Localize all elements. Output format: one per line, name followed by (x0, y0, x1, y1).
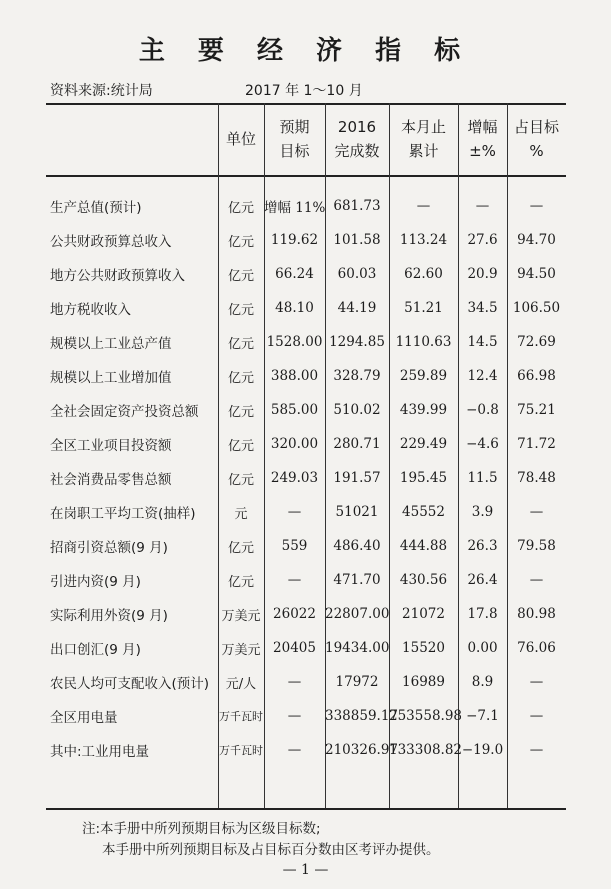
indicator-unit: 亿元 (227, 336, 254, 352)
growth-percent: 20.9 (467, 266, 498, 282)
actual-2016-value: 44.19 (337, 300, 377, 316)
actual-2016-value: 51021 (335, 504, 379, 520)
target-value: 320.00 (270, 436, 319, 452)
indicator-unit: 亿元 (227, 370, 254, 386)
share-of-target: 76.06 (517, 640, 556, 656)
share-of-target: 94.50 (517, 266, 556, 282)
growth-percent: 12.4 (467, 368, 498, 384)
table-row (46, 393, 566, 427)
table-row (46, 257, 566, 291)
table-row (46, 563, 566, 597)
target-value: 388.00 (270, 368, 319, 384)
growth-percent: 17.8 (467, 606, 498, 622)
indicator-unit: 亿元 (227, 268, 254, 284)
actual-2016-value: 486.40 (333, 538, 381, 554)
actual-2016-value: 101.58 (333, 232, 381, 248)
table-row (46, 223, 566, 257)
indicator-name: 地方税收收入 (50, 302, 131, 318)
indicator-unit: 亿元 (227, 472, 254, 488)
share-of-target: 80.98 (517, 606, 556, 622)
table-row (46, 461, 566, 495)
report-period: 2017 年 1～10 月 (245, 83, 363, 99)
indicator-name: 全社会固定资产投资总额 (50, 404, 199, 420)
target-value: 20405 (273, 640, 316, 656)
indicator-name: 全区工业项目投资额 (50, 438, 172, 454)
cumulative-value: 439.99 (399, 402, 448, 418)
cumulative-value: 253558.98 (389, 708, 463, 724)
table-row (46, 189, 566, 223)
share-of-target: — (529, 674, 544, 690)
actual-2016-value: 338859.17 (325, 708, 399, 724)
header-cumulative: 本月止 累计 (400, 118, 446, 160)
growth-percent: 0.00 (467, 640, 498, 656)
growth-percent: 26.3 (467, 538, 498, 554)
growth-percent: −0.8 (466, 402, 499, 418)
table-row (46, 733, 566, 767)
table-row (46, 495, 566, 529)
share-of-target: 94.70 (517, 232, 556, 248)
header-2016-actual: 2016 完成数 (334, 118, 380, 160)
header-growth: 增幅 ±% (467, 118, 498, 160)
actual-2016-value: 60.03 (337, 266, 377, 282)
share-of-target: 106.50 (512, 300, 561, 316)
target-value: 559 (281, 538, 308, 554)
indicator-unit: 万千瓦时 (219, 744, 263, 757)
header-unit: 单位 (225, 130, 256, 148)
share-of-target: — (529, 504, 544, 520)
indicator-name: 社会消费品零售总额 (50, 472, 172, 488)
indicator-unit: 亿元 (227, 540, 254, 556)
growth-percent: 26.4 (467, 572, 498, 588)
indicator-name: 招商引资总额(9 月) (50, 540, 168, 556)
cumulative-value: 444.88 (399, 538, 448, 554)
cumulative-value: 62.60 (404, 266, 443, 282)
growth-percent: 27.6 (467, 232, 498, 248)
growth-percent: — (475, 198, 490, 214)
indicator-unit: 亿元 (227, 234, 254, 250)
source-label: 资料来源:统计局 (50, 83, 153, 99)
growth-percent: −7.1 (466, 708, 499, 724)
target-value: 249.03 (270, 470, 319, 486)
share-of-target: 72.69 (517, 334, 556, 350)
table-row (46, 325, 566, 359)
indicator-unit: 亿元 (227, 404, 254, 420)
cumulative-value: — (416, 198, 431, 214)
actual-2016-value: 210326.97 (325, 742, 399, 758)
indicator-unit: 亿元 (227, 200, 254, 216)
target-value: 48.10 (275, 300, 314, 316)
indicator-name: 出口创汇(9 月) (50, 642, 141, 658)
indicator-name: 实际利用外资(9 月) (50, 608, 168, 624)
indicator-unit: 亿元 (227, 574, 254, 590)
cumulative-value: 1110.63 (395, 334, 452, 350)
target-value: — (287, 742, 302, 758)
cumulative-value: 259.89 (399, 368, 448, 384)
footnote-line-2: 本手册中所列预期目标及占目标百分数由区考评办提供。 (102, 842, 440, 858)
indicator-unit: 万美元 (221, 608, 261, 624)
table-row (46, 359, 566, 393)
table-row (46, 665, 566, 699)
indicator-name: 生产总值(预计) (50, 200, 142, 216)
cumulative-value: 51.21 (404, 300, 443, 316)
indicator-name: 公共财政预算总收入 (50, 234, 172, 250)
target-value: — (287, 708, 302, 724)
indicator-unit: 万美元 (221, 642, 261, 658)
indicator-unit: 亿元 (227, 438, 254, 454)
cumulative-value: 430.56 (399, 572, 448, 588)
actual-2016-value: 17972 (335, 674, 379, 690)
actual-2016-value: 1294.85 (329, 334, 385, 350)
indicator-table (46, 103, 566, 767)
indicator-name: 全区用电量 (50, 710, 118, 726)
header-indicator (46, 103, 218, 175)
share-of-target: — (529, 742, 544, 758)
table-row (46, 529, 566, 563)
indicator-unit: 元/人 (225, 676, 257, 692)
indicator-name: 引进内资(9 月) (50, 574, 141, 590)
cumulative-value: 45552 (402, 504, 445, 520)
share-of-target: 75.21 (517, 402, 556, 418)
cumulative-value: 21072 (402, 606, 445, 622)
growth-percent: 3.9 (471, 504, 494, 520)
actual-2016-value: 19434.00 (325, 640, 390, 656)
share-of-target: — (529, 708, 544, 724)
share-of-target: 71.72 (517, 436, 556, 452)
target-value: 增幅 11% (264, 200, 326, 216)
header-share-of-target: 占目标 % (513, 118, 559, 160)
table-row (46, 291, 566, 325)
share-of-target: — (529, 198, 544, 214)
indicator-name: 规模以上工业增加值 (50, 370, 172, 386)
target-value: 26022 (273, 606, 316, 622)
target-value: 119.62 (270, 232, 319, 248)
target-value: 1528.00 (266, 334, 323, 350)
source-row (50, 80, 570, 100)
growth-percent: 8.9 (471, 674, 494, 690)
table-row (46, 631, 566, 665)
actual-2016-value: 22807.00 (325, 606, 390, 622)
growth-percent: 14.5 (467, 334, 498, 350)
actual-2016-value: 280.71 (333, 436, 381, 452)
table-row (46, 597, 566, 631)
growth-percent: −19.0 (461, 742, 504, 758)
target-value: 585.00 (270, 402, 319, 418)
growth-percent: −4.6 (466, 436, 499, 452)
table-row (46, 699, 566, 733)
actual-2016-value: 328.79 (333, 368, 381, 384)
page-title: 主 要 经 济 指 标 (138, 36, 473, 66)
table-row (46, 427, 566, 461)
cumulative-value: 16989 (402, 674, 445, 690)
share-of-target: 79.58 (517, 538, 556, 554)
actual-2016-value: 191.57 (333, 470, 381, 486)
target-value: — (287, 572, 302, 588)
share-of-target: 66.98 (517, 368, 556, 384)
indicator-name: 农民人均可支配收入(预计) (50, 676, 210, 692)
indicator-unit: 亿元 (227, 302, 254, 318)
page-number: — 1 — (282, 862, 329, 878)
indicator-unit: 万千瓦时 (219, 710, 263, 723)
indicator-name: 在岗职工平均工资(抽样) (50, 506, 196, 522)
cumulative-value: 195.45 (399, 470, 448, 486)
share-of-target: — (529, 572, 544, 588)
actual-2016-value: 510.02 (333, 402, 381, 418)
actual-2016-value: 681.73 (333, 198, 381, 214)
growth-percent: 11.5 (467, 470, 498, 486)
cumulative-value: 113.24 (399, 232, 448, 248)
cumulative-value: 15520 (402, 640, 445, 656)
footnote-line-1: 注:本手册中所列预期目标为区级目标数; (82, 821, 321, 837)
target-value: — (287, 504, 302, 520)
actual-2016-value: 471.70 (333, 572, 381, 588)
target-value: 66.24 (275, 266, 314, 282)
indicator-name: 其中:工业用电量 (50, 744, 150, 760)
header-target: 预期 目标 (279, 118, 310, 160)
cumulative-value: 229.49 (399, 436, 448, 452)
share-of-target: 78.48 (517, 470, 556, 486)
target-value: — (287, 674, 302, 690)
indicator-name: 规模以上工业总产值 (50, 336, 172, 352)
growth-percent: 34.5 (467, 300, 498, 316)
indicator-unit: 元 (234, 506, 248, 522)
cumulative-value: 133308.82 (389, 742, 463, 758)
table-header-row (46, 103, 566, 175)
indicator-name: 地方公共财政预算收入 (50, 268, 185, 284)
table-bottom-rule (46, 808, 566, 810)
